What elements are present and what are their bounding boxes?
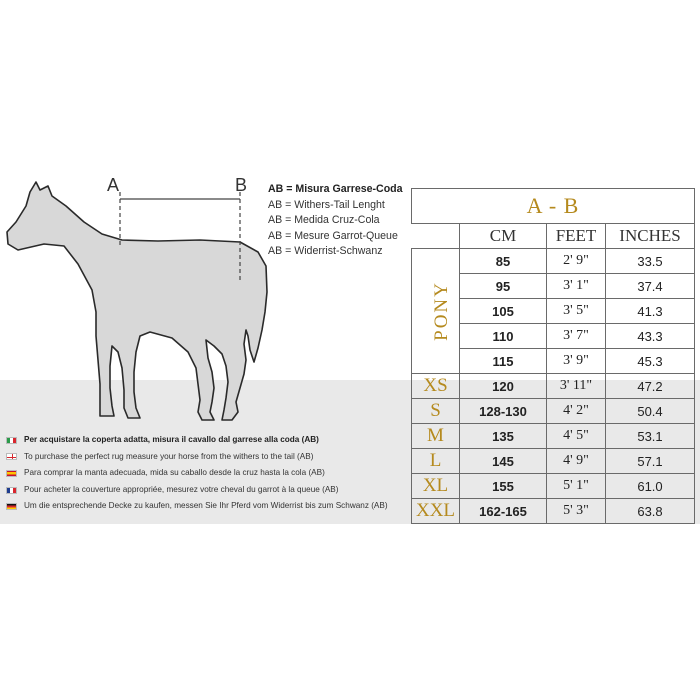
header-cm: CM <box>460 224 547 249</box>
inches-cell: 63.8 <box>606 499 695 524</box>
header-feet: FEET <box>547 224 606 249</box>
inches-cell: 43.3 <box>606 324 695 349</box>
fr-flag-icon <box>6 487 17 494</box>
legend-row-de: AB = Widerrist-Schwanz <box>268 245 383 258</box>
cm-cell: 105 <box>460 299 547 324</box>
inches-cell: 57.1 <box>606 449 695 474</box>
inches-cell: 47.2 <box>606 374 695 399</box>
legend-row-fr: AB = Mesure Garrot-Queue <box>268 229 398 242</box>
feet-cell: 3' 5" <box>547 299 606 324</box>
inches-cell: 61.0 <box>606 474 695 499</box>
pony-group-cell <box>412 249 460 374</box>
cm-cell: 145 <box>460 449 547 474</box>
legend-row-en: AB = Withers-Tail Lenght <box>268 198 385 211</box>
inches-cell: 37.4 <box>606 274 695 299</box>
it-flag-icon <box>6 437 17 444</box>
inches-cell: 33.5 <box>606 249 695 274</box>
feet-cell: 2' 9" <box>547 249 606 274</box>
cm-cell: 85 <box>460 249 547 274</box>
table-row <box>412 399 695 424</box>
mark-a-label: A <box>107 175 120 195</box>
size-cell: S <box>412 399 460 424</box>
feet-cell: 4' 5" <box>547 424 606 449</box>
table-title: A - B <box>412 189 695 224</box>
feet-cell: 5' 3" <box>547 499 606 524</box>
measuring-instructions <box>6 432 388 515</box>
feet-cell: 5' 1" <box>547 474 606 499</box>
size-cell: L <box>412 449 460 474</box>
table-row <box>412 449 695 474</box>
table-row <box>412 249 695 274</box>
header-empty-cell <box>412 224 460 249</box>
instruction-text: Per acquistare la coperta adatta, misura il cavallo dal garrese alla coda (AB) <box>24 435 319 444</box>
instruction-text: To purchase the perfect rug measure your horse from the withers to the tail (AB) <box>24 451 314 461</box>
inches-cell: 50.4 <box>606 399 695 424</box>
legend-row-it: AB = Misura Garrese-Coda <box>268 183 403 195</box>
feet-cell: 3' 9" <box>547 349 606 374</box>
size-cell: XL <box>412 474 460 499</box>
size-cell: M <box>412 424 460 449</box>
mark-b-label: B <box>235 175 248 195</box>
horse-silhouette <box>7 182 267 420</box>
header-inches: INCHES <box>606 224 695 249</box>
cm-cell: 128-130 <box>460 399 547 424</box>
feet-cell: 4' 9" <box>547 449 606 474</box>
cm-cell: 110 <box>460 324 547 349</box>
table-row <box>412 424 695 449</box>
instruction-es <box>6 465 388 482</box>
instruction-it <box>6 432 388 449</box>
instruction-text: Um die entsprechende Decke zu kaufen, messen Sie Ihr Pferd vom Widerrist bis zum Schwanz (AB) <box>24 501 388 511</box>
inches-cell: 53.1 <box>606 424 695 449</box>
feet-cell: 3' 7" <box>547 324 606 349</box>
cm-cell: 115 <box>460 349 547 374</box>
cm-cell: 162-165 <box>460 499 547 524</box>
feet-cell: 3' 11" <box>547 374 606 399</box>
pony-label: PONY <box>430 281 452 341</box>
inches-cell: 45.3 <box>606 349 695 374</box>
table-row <box>412 374 695 399</box>
cm-cell: 120 <box>460 374 547 399</box>
instruction-en <box>6 449 388 466</box>
measurement-legend <box>268 182 403 260</box>
legend-row-es: AB = Medida Cruz-Cola <box>268 214 380 227</box>
instruction-text: Pour acheter la couverture appropriée, mesurez votre cheval du garrot à la queue (AB) <box>24 484 339 494</box>
cm-cell: 95 <box>460 274 547 299</box>
de-flag-icon <box>6 503 17 510</box>
inches-cell: 41.3 <box>606 299 695 324</box>
instruction-fr <box>6 482 388 499</box>
cm-cell: 155 <box>460 474 547 499</box>
size-cell: XXL <box>412 499 460 524</box>
cm-cell: 135 <box>460 424 547 449</box>
instruction-text: Para comprar la manta adecuada, mida su caballo desde la cruz hasta la cola (AB) <box>24 468 325 478</box>
size-cell: XS <box>412 374 460 399</box>
instruction-de <box>6 498 388 515</box>
es-flag-icon <box>6 470 17 477</box>
feet-cell: 3' 1" <box>547 274 606 299</box>
table-row <box>412 499 695 524</box>
feet-cell: 4' 2" <box>547 399 606 424</box>
table-row <box>412 474 695 499</box>
uk-flag-icon <box>6 453 17 460</box>
size-table <box>411 188 695 524</box>
